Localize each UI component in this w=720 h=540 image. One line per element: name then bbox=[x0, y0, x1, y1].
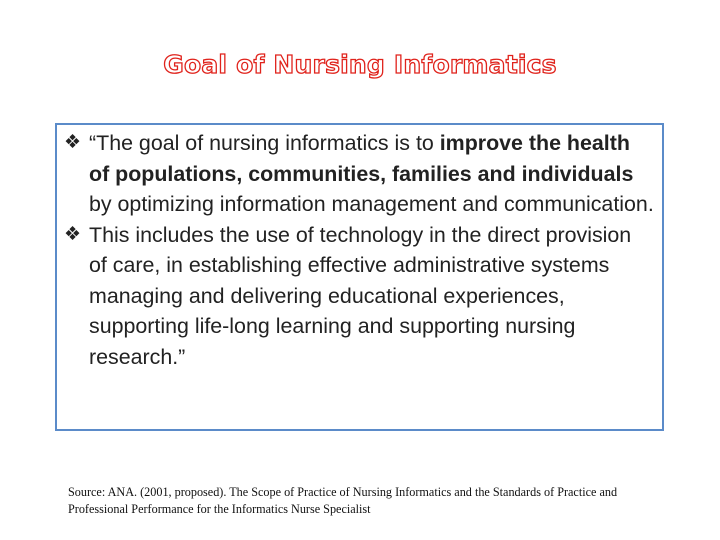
diamond-cluster-icon: ❖ bbox=[64, 132, 82, 153]
bullet-text-start: “The goal of nursing informatics is to bbox=[89, 131, 440, 155]
bullet-text-end: by optimizing information management and communication. bbox=[89, 192, 654, 216]
bullet-text-bold: improve the health of populations, communities, families and individuals bbox=[89, 131, 634, 186]
bullet-text: This includes the use of technology in the direct provision of care, in establishing effective administrative systems managing and delivering educational experiences, supporting life-long learning and supporting nursing research.” bbox=[89, 222, 632, 369]
slide-title: Goal of Nursing Informatics bbox=[163, 50, 557, 79]
bullet-item-goal bbox=[61, 128, 654, 220]
diamond-cluster-icon: ❖ bbox=[64, 223, 82, 245]
quote-box bbox=[55, 123, 664, 431]
source-citation: Source: ANA. (2001, proposed). The Scope of Practice of Nursing Informatics and the Standards of Practice and Professional Performance for the Informatics Nurse Specialist bbox=[68, 485, 618, 516]
bullet-item-scope bbox=[61, 220, 654, 373]
